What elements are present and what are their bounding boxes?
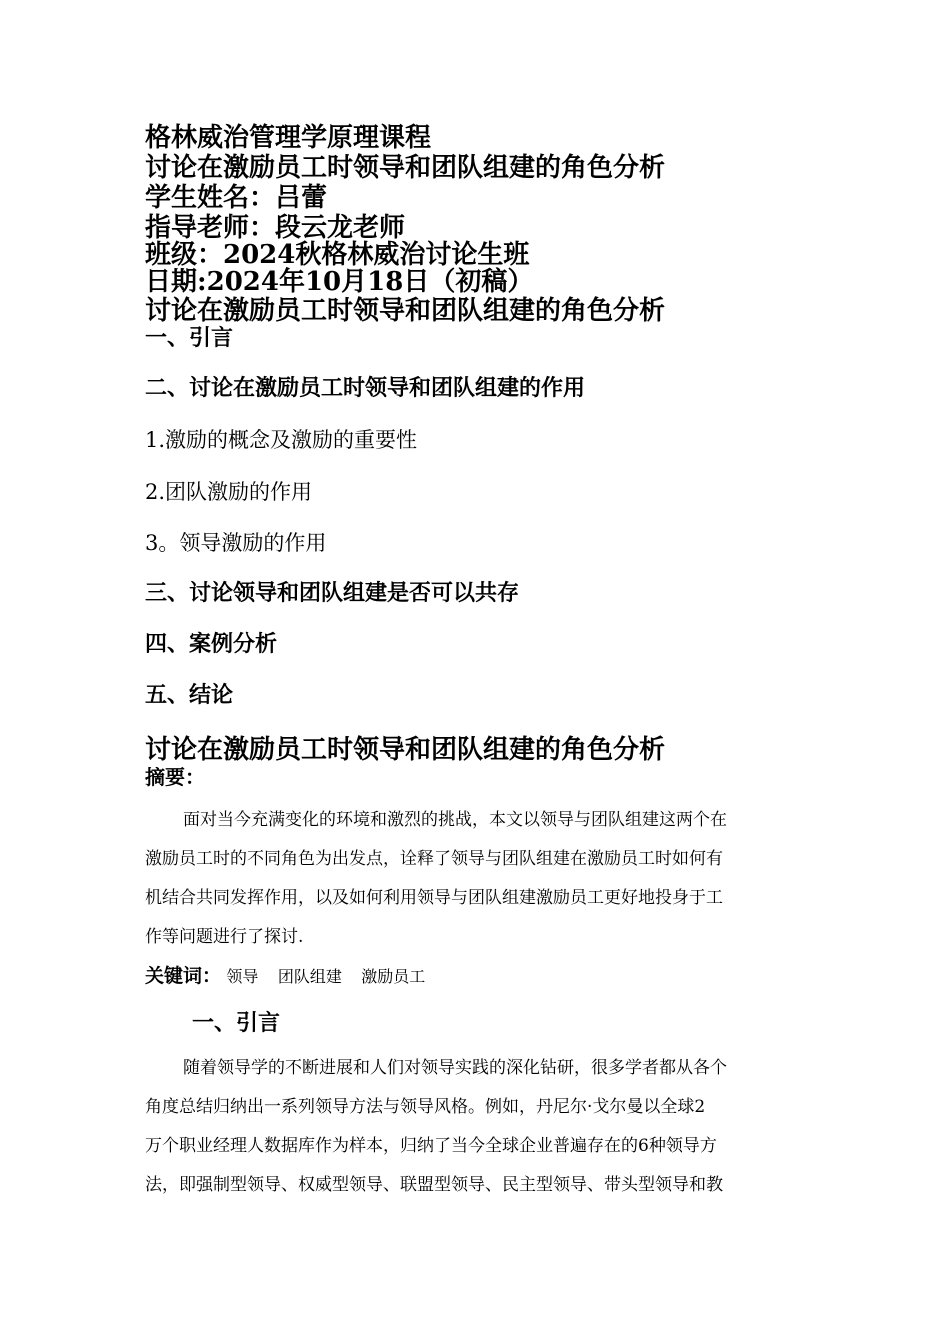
advisor-name: 指导老师：段云龙老师 (145, 213, 406, 243)
intro-line: 随着领导学的不断进展和人们对领导实践的深化钻研，很多学者都从各个 (183, 1058, 727, 1078)
toc-section-3: 三、讨论领导和团队组建是否可以共存 (145, 581, 520, 606)
toc-section-2: 二、讨论在激励员工时领导和团队组建的作用 (145, 376, 586, 401)
intro-line: 万个职业经理人数据库作为样本，归纳了当今全球企业普遍存在的6种领导方 (145, 1136, 717, 1156)
document-date: 日期:2024年10月18日（初稿） (145, 267, 534, 297)
intro-line: 角度总结归纳出一系列领导方法与领导风格。例如，丹尼尔·戈尔曼以全球2 (145, 1097, 706, 1117)
toc-subsection-2-3: 3。领导激励的作用 (145, 531, 327, 555)
keyword: 领导 (226, 967, 259, 986)
toc-section-4: 四、案例分析 (145, 632, 278, 657)
keywords (145, 961, 439, 992)
abstract-line: 面对当今充满变化的环境和激烈的挑战，本文以领导与团队组建这两个在 (183, 810, 727, 830)
abstract-title: 讨论在激励员工时领导和团队组建的角色分析 (145, 735, 666, 765)
student-name: 学生姓名：吕蕾 (145, 183, 328, 213)
keyword: 团队组建 (277, 967, 342, 986)
keyword: 激励员工 (361, 967, 426, 986)
toc-subsection-2-2: 2.团队激励的作用 (145, 480, 313, 504)
intro-heading: 一、引言 (192, 1011, 281, 1036)
document-title-repeat: 讨论在激励员工时领导和团队组建的角色分析 (145, 296, 666, 326)
course-name: 格林威治管理学原理课程 (145, 123, 432, 153)
abstract-label: 摘要： (145, 765, 205, 789)
abstract-line: 激励员工时的不同角色为出发点，诠释了领导与团队组建在激励员工时如何有 (145, 849, 723, 869)
abstract-line: 作等问题进行了探讨. (145, 927, 304, 947)
toc-subsection-2-1: 1.激励的概念及激励的重要性 (145, 428, 418, 452)
abstract-line: 机结合共同发挥作用，以及如何利用领导与团队组建激励员工更好地投身于工 (145, 888, 723, 908)
toc-section-1: 一、引言 (145, 326, 234, 351)
class-name: 班级：2024秋格林威治讨论生班 (145, 240, 530, 270)
toc-section-5: 五、结论 (145, 683, 234, 708)
document-title: 讨论在激励员工时领导和团队组建的角色分析 (145, 153, 666, 183)
intro-line: 法，即强制型领导、权威型领导、联盟型领导、民主型领导、带头型领导和教 (145, 1175, 723, 1195)
keywords-label: 关键词： (145, 965, 222, 987)
